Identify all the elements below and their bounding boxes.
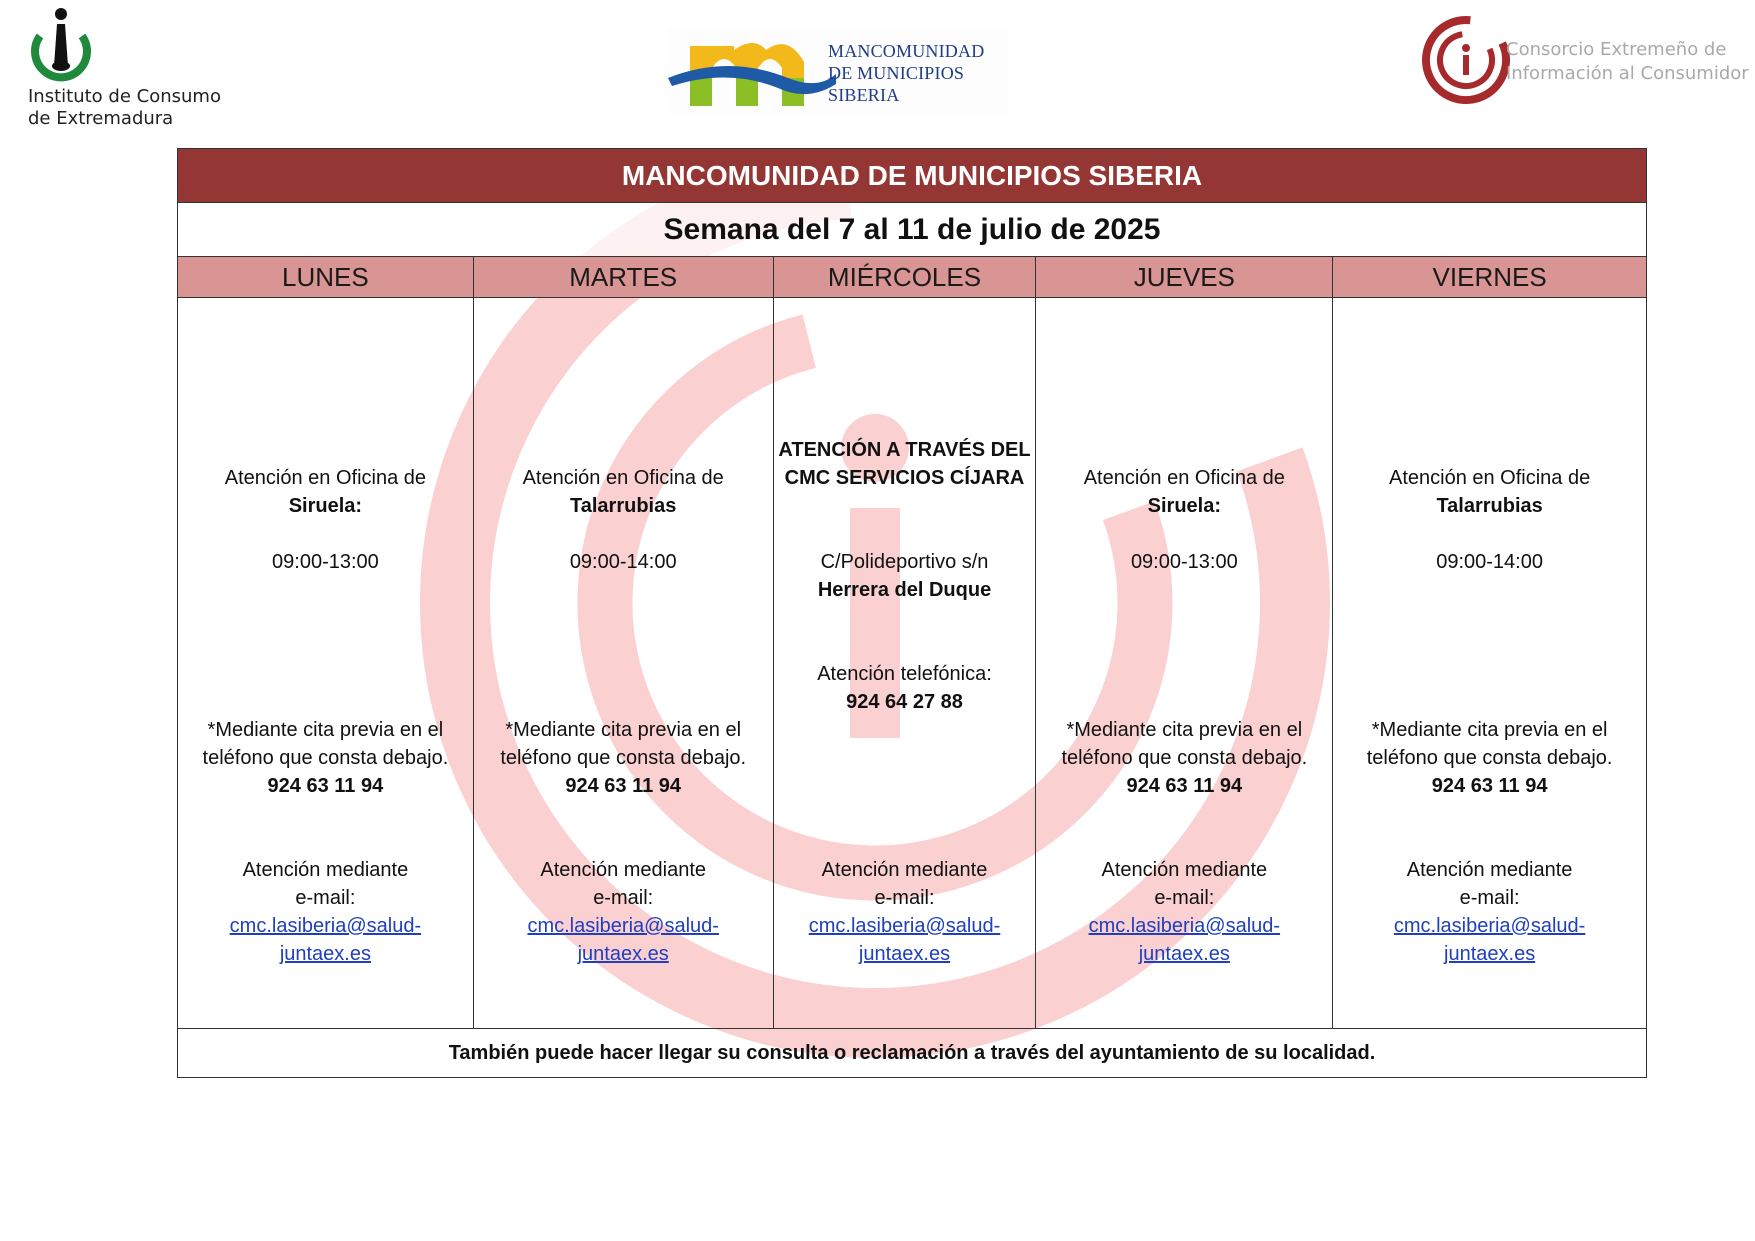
email-link[interactable]: cmc.lasiberia@salud- [1393, 915, 1586, 937]
office-info [1333, 464, 1646, 520]
appointment-note-line2: teléfono que consta debajo. [202, 747, 449, 769]
appointment-note-line2: teléfono que consta debajo. [1061, 747, 1308, 769]
office-place: Talarrubias [570, 495, 677, 517]
office-intro: Atención en Oficina de [224, 467, 427, 489]
email-link-cont[interactable]: juntaex.es [1138, 943, 1230, 965]
page-header [0, 0, 1755, 130]
day-header-jueves: JUEVES [1036, 257, 1333, 297]
cijara-heading-line2: CMC SERVICIOS CÍJARA [784, 467, 1025, 489]
email-intro-line1: Atención mediante [821, 859, 988, 881]
mancomunidad-m-icon [668, 28, 838, 114]
cijara-address [774, 548, 1036, 604]
email-info [178, 856, 473, 968]
appointment-note-line1: *Mediante cita previa en el [207, 719, 444, 741]
office-intro: Atención en Oficina de [1083, 467, 1285, 489]
email-link-cont[interactable]: juntaex.es [858, 943, 951, 965]
mancomunidad-logo [668, 28, 1008, 114]
cijara-heading-line1: ATENCIÓN A TRAVÉS DEL [778, 439, 1031, 461]
instituto-consumo-logo [26, 6, 226, 128]
logo-left-line1: Instituto de Consumo [28, 86, 221, 107]
logo-center-line1: MANCOMUNIDAD [828, 41, 985, 61]
email-link-cont[interactable]: juntaex.es [1444, 943, 1536, 965]
phone-number: 924 64 27 88 [846, 691, 963, 713]
appointment-note-line1: *Mediante cita previa en el [1066, 719, 1303, 741]
office-place: Siruela: [1147, 495, 1221, 517]
schedule-body-row [178, 298, 1646, 1029]
appointment-note-line2: teléfono que consta debajo. [500, 747, 747, 769]
cell-lunes [178, 298, 474, 1028]
email-intro-line2: e-mail: [874, 887, 935, 909]
appointment-note [178, 716, 473, 800]
office-hours: 09:00-14:00 [1436, 551, 1543, 573]
logo-center-line2: DE MUNICIPIOS [828, 63, 965, 83]
week-heading: Semana del 7 al 11 de julio de 2025 [178, 203, 1646, 257]
cell-jueves [1036, 298, 1333, 1028]
email-info [1036, 856, 1332, 968]
cell-martes [474, 298, 774, 1028]
cell-viernes [1333, 298, 1646, 1028]
email-link[interactable]: cmc.lasiberia@salud- [527, 915, 719, 937]
email-link[interactable]: cmc.lasiberia@salud- [229, 915, 422, 937]
phone-number: 924 63 11 94 [565, 775, 682, 797]
cijara-heading [774, 436, 1036, 492]
appointment-note [1333, 716, 1646, 800]
phone-intro: Atención telefónica: [817, 663, 992, 685]
appointment-note-line2: teléfono que consta debajo. [1366, 747, 1613, 769]
phone-number: 924 63 11 94 [1126, 775, 1243, 797]
cell-miercoles [774, 298, 1037, 1028]
office-info [178, 464, 473, 520]
email-intro-line1: Atención mediante [242, 859, 409, 881]
day-header-viernes: VIERNES [1432, 261, 1547, 292]
consorcio-ci-icon [1420, 12, 1510, 108]
email-intro-line2: e-mail: [593, 887, 654, 909]
phone-number: 924 63 11 94 [1431, 775, 1548, 797]
email-intro-line2: e-mail: [295, 887, 356, 909]
email-link[interactable]: cmc.lasiberia@salud- [808, 915, 1001, 937]
office-place: Siruela: [288, 495, 363, 517]
schedule-table [177, 148, 1647, 1078]
email-intro-line1: Atención mediante [540, 859, 707, 881]
email-link-cont[interactable]: juntaex.es [279, 943, 371, 965]
phone-number: 924 63 11 94 [267, 775, 384, 797]
email-info [474, 856, 773, 968]
email-intro-line2: e-mail: [1459, 887, 1520, 909]
day-header-lunes: LUNES [178, 257, 474, 297]
appointment-note [474, 716, 773, 800]
office-intro: Atención en Oficina de [522, 467, 724, 489]
day-header-martes: MARTES [474, 257, 774, 297]
days-header-row [178, 257, 1646, 298]
email-intro-line1: Atención mediante [1406, 859, 1573, 881]
office-hours: 09:00-13:00 [1130, 551, 1238, 573]
email-intro-line1: Atención mediante [1101, 859, 1268, 881]
address-line: C/Polideportivo s/n [820, 551, 989, 573]
email-link[interactable]: cmc.lasiberia@salud- [1088, 915, 1281, 937]
consumo-extremadura-icon [26, 6, 96, 86]
logo-center-line3: SIBERIA [828, 85, 900, 105]
office-hours: 09:00-13:00 [272, 551, 379, 573]
email-info [1333, 856, 1646, 968]
logo-right-line1: Consorcio Extremeño de [1506, 39, 1727, 60]
office-hours: 09:00-14:00 [569, 551, 677, 573]
logo-left-line2: de Extremadura [28, 108, 174, 129]
town-name: Herrera del Duque [817, 579, 992, 601]
footer-note: También puede hacer llegar su consulta o reclamación a través del ayuntamiento de su localidad. [448, 1041, 1376, 1064]
appointment-note [1036, 716, 1332, 800]
appointment-note-line1: *Mediante cita previa en el [1371, 719, 1608, 741]
logo-right-line2: Información al Consumidor [1506, 63, 1749, 84]
office-intro: Atención en Oficina de [1388, 467, 1591, 489]
office-info [474, 464, 773, 520]
table-title: MANCOMUNIDAD DE MUNICIPIOS SIBERIA [178, 149, 1646, 203]
email-intro-line2: e-mail: [1154, 887, 1215, 909]
email-info [774, 856, 1036, 968]
appointment-note-line1: *Mediante cita previa en el [505, 719, 742, 741]
office-place: Talarrubias [1436, 495, 1543, 517]
consorcio-logo [1420, 12, 1750, 112]
email-link-cont[interactable]: juntaex.es [577, 943, 669, 965]
day-header-miercoles: MIÉRCOLES [774, 257, 1037, 297]
phone-info [774, 660, 1036, 716]
office-info [1036, 464, 1332, 520]
